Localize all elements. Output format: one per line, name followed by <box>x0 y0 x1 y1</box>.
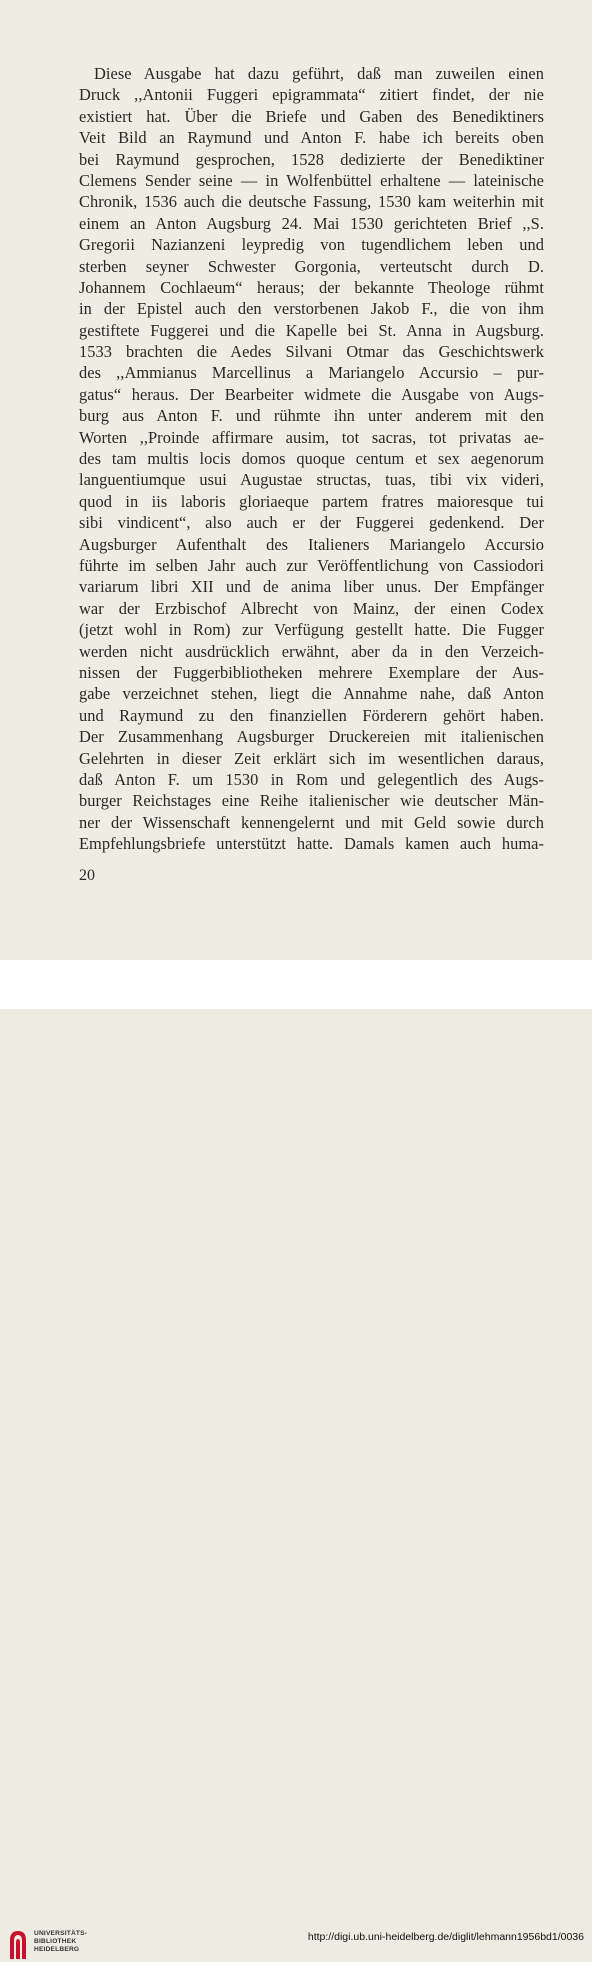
text-line: variarum libri XII und de anima liber unus. Der Empfänger <box>79 577 544 597</box>
footer-bar <box>0 960 592 1954</box>
text-line: Johannem Cochlaeum“ heraus; der bekannte Theologe rühmt <box>79 277 544 297</box>
university-library-logo-icon <box>7 1928 29 1962</box>
text-line: sterben seyner Schwester Gorgonia, verteutscht durch D. <box>79 256 544 276</box>
body-text <box>79 63 544 854</box>
text-line: languentiumque usui Augustae structas, tuas, tibi vix videri, <box>79 470 544 490</box>
text-line: Empfehlungsbriefe unterstützt hatte. Damals kamen auch huma- <box>79 834 544 854</box>
text-line: gabe verzeichnet stehen, liegt die Annahme nahe, daß Anton <box>79 684 544 704</box>
text-line: bei Raymund gesprochen, 1528 dedizierte der Benediktiner <box>79 149 544 169</box>
text-line: einem an Anton Augsburg 24. Mai 1530 gerichteten Brief ,,S. <box>79 213 544 233</box>
library-name <box>34 1930 87 1955</box>
text-line: Gregorii Nazianzeni leypredig von tugendlichem leben und <box>79 235 544 255</box>
text-line: (jetzt wohl in Rom) zur Verfügung gestellt hatte. Die Fugger <box>79 620 544 640</box>
text-line: Chronik, 1536 auch die deutsche Fassung, 1530 kam weiterhin mit <box>79 192 544 212</box>
library-name-line: UNIVERSITÄTS- <box>34 1930 88 1937</box>
page-number: 20 <box>79 867 95 884</box>
text-line: sibi vindicent“, also auch er der Fuggerei gedenkend. Der <box>79 513 544 533</box>
text-line: burger Reichstages eine Reihe italienischer wie deutscher Män- <box>79 791 544 811</box>
text-line: Augsburger Aufenthalt des Italieners Mariangelo Accursio <box>79 534 544 554</box>
text-line: daß Anton F. um 1530 in Rom und gelegentlich des Augs- <box>79 769 544 789</box>
text-line: und Raymund zu den finanziellen Förderern gehört haben. <box>79 705 544 725</box>
text-line: Veit Bild an Raymund und Anton F. habe ich bereits oben <box>79 128 544 148</box>
library-name-line: HEIDELBERG <box>34 1946 80 1954</box>
text-line: in der Epistel auch den verstorbenen Jakob F., die von ihm <box>79 299 544 319</box>
text-line: Worten ,,Proinde affirmare ausim, tot sacras, tot privatas ae- <box>79 427 544 447</box>
text-line: Der Zusammenhang Augsburger Druckereien mit italienischen <box>79 727 544 747</box>
text-line: werden nicht ausdrücklich erwähnt, aber da in den Verzeich- <box>79 641 544 661</box>
text-line: burg aus Anton F. und rühmte ihn unter anderem mit den <box>79 406 544 426</box>
text-line: des tam multis locis domos quoque centum et sex aegenorum <box>79 449 544 469</box>
text-line: des ,,Ammianus Marcellinus a Mariangelo Accursio – pur- <box>79 363 544 383</box>
text-line: gestiftete Fuggerei und die Kapelle bei St. Anna in Augsburg. <box>79 320 544 340</box>
scanned-page <box>0 0 592 960</box>
text-line: 1533 brachten die Aedes Silvani Otmar das Geschichtswerk <box>79 342 544 362</box>
text-line: gatus“ heraus. Der Bearbeiter widmete die Ausgabe von Augs- <box>79 384 544 404</box>
text-line: Druck ,,Antonii Fuggeri epigrammata“ zitiert findet, der nie <box>79 85 544 105</box>
text-line: war der Erzbischof Albrecht von Mainz, der einen Codex <box>79 598 544 618</box>
library-name-line: BIBLIOTHEK <box>34 1938 77 1946</box>
text-line: führte im selben Jahr auch zur Veröffentlichung von Cassiodori <box>79 555 544 575</box>
text-line: nissen der Fuggerbibliotheken mehrere Exemplare der Aus- <box>79 662 544 682</box>
text-line: ner der Wissenschaft kennengelernt und mit Geld sowie durch <box>79 812 544 832</box>
source-url-link[interactable]: http://digi.ub.uni-heidelberg.de/diglit/lehmann1956bd1/0036 <box>307 1931 584 1943</box>
text-line: Clemens Sender seine — in Wolfenbüttel erhaltene — lateinische <box>79 170 544 190</box>
text-line: existiert hat. Über die Briefe und Gaben des Benediktiners <box>79 106 544 126</box>
text-line: Gelehrten in dieser Zeit erklärt sich im wesentlichen daraus, <box>79 748 544 768</box>
text-line: quod in iis laboris gloriaeque partem fratres maioresque tui <box>79 491 544 511</box>
text-line: Diese Ausgabe hat dazu geführt, daß man zuweilen einen <box>94 64 544 83</box>
